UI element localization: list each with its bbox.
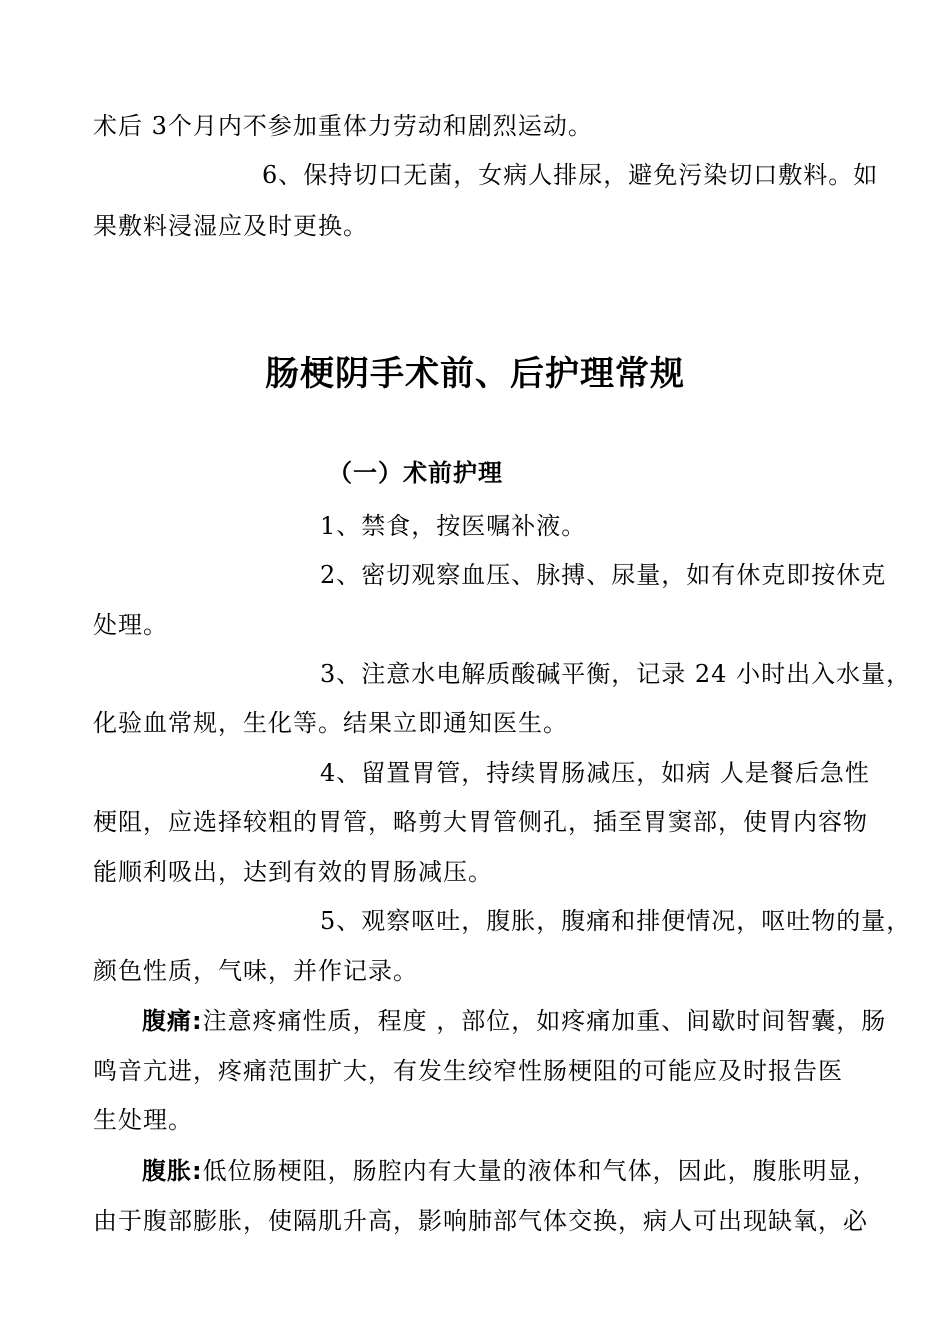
list-item-4: 4、留置胃管，持续胃肠减压，如病 人是餐后急性 bbox=[320, 759, 870, 787]
list-item-5: 5、观察呕吐，腹胀，腹痛和排便情况，呕吐物的量， bbox=[320, 907, 912, 935]
section-heading: （一）术前护理 bbox=[328, 459, 503, 487]
list-item-1: 1、禁食，按医嘱补液。 bbox=[320, 512, 587, 540]
list-item-4-cont-1: 梗阻，应选择较粗的胃管，略剪大胃管侧孔，插至胃窦部，使胃内容物 bbox=[93, 808, 868, 836]
list-item-4-cont-2: 能顺利吸出，达到有效的胃肠减压。 bbox=[93, 858, 493, 886]
paragraph-abdominal-pain bbox=[142, 1006, 886, 1036]
list-item-3: 3、注意水电解质酸碱平衡，记录 24 小时出入水量， bbox=[320, 660, 912, 688]
list-item-5-cont: 颜色性质，气味，并作记录。 bbox=[93, 957, 418, 985]
abdominal-pain-label: 腹痛: bbox=[142, 1007, 203, 1035]
text-line-item-6: 6、保持切口无菌，女病人排尿，避免污染切口敷料。如 bbox=[262, 161, 879, 189]
abdominal-pain-text: 注意疼痛性质，程度 ，部位，如疼痛加重、间歇时间智囊，肠 bbox=[202, 1007, 887, 1035]
abdominal-distension-label: 腹胀: bbox=[142, 1157, 203, 1185]
abdominal-distension-text: 低位肠梗阻，肠腔内有大量的液体和气体，因此，腹胀明显， bbox=[202, 1157, 878, 1185]
text-line-item-6-cont: 果敷料浸湿应及时更换。 bbox=[93, 212, 368, 240]
list-item-2-cont: 处理。 bbox=[93, 611, 168, 639]
paragraph-abdominal-distension bbox=[142, 1156, 878, 1186]
list-item-3-cont: 化验血常规，生化等。结果立即通知医生。 bbox=[93, 709, 568, 737]
abdominal-pain-cont-1: 鸣音亢进，疼痛范围扩大，有发生绞窄性肠梗阻的可能应及时报告医 bbox=[93, 1057, 843, 1085]
abdominal-pain-cont-2: 生处理。 bbox=[93, 1106, 193, 1134]
document-title: 肠梗阴手术前、后护理常规 bbox=[265, 354, 685, 394]
list-item-2: 2、密切观察血压、脉搏、尿量，如有休克即按休克 bbox=[320, 561, 887, 589]
text-line-postop-activity: 术后 3个月内不参加重体力劳动和剧烈运动。 bbox=[93, 112, 593, 140]
abdominal-distension-cont: 由于腹部膨胀，使隔肌升高，影响肺部气体交换，病人可出现缺氧，必 bbox=[93, 1207, 868, 1235]
